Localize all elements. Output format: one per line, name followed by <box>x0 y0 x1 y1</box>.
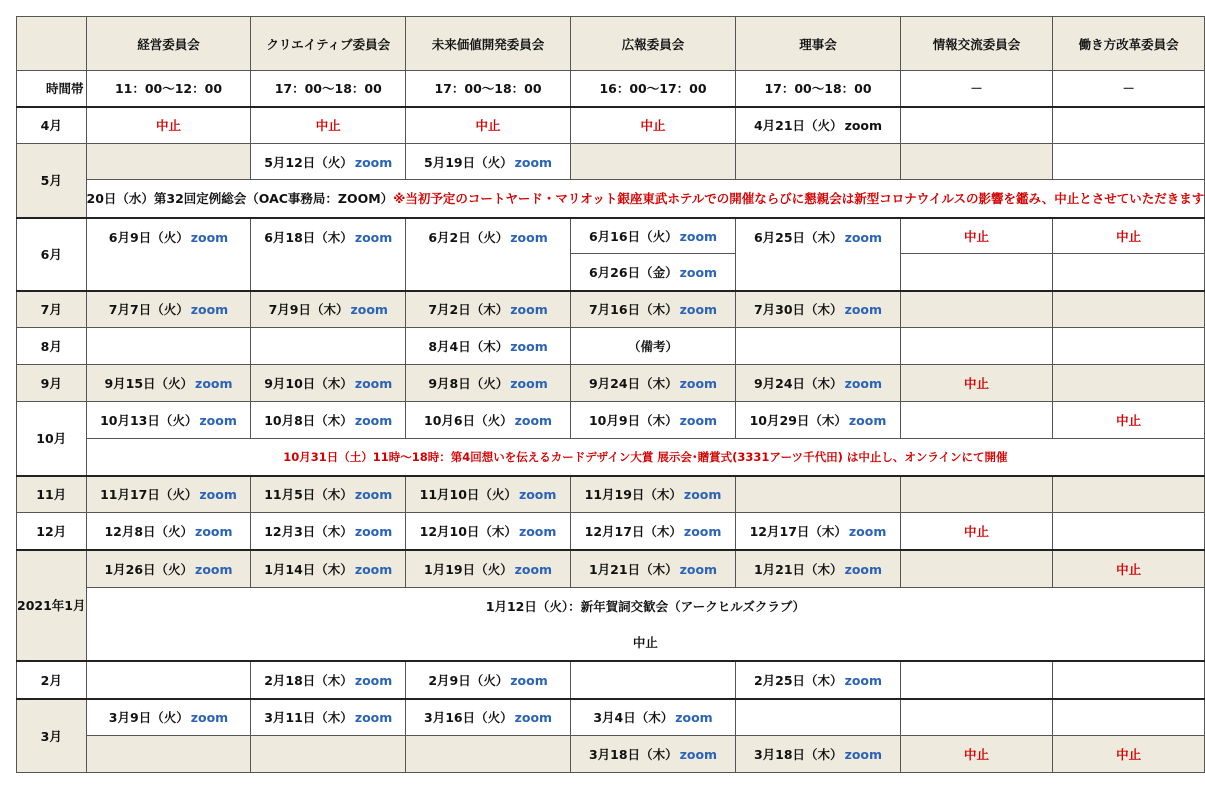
cancel-cell: 中止 <box>901 513 1053 550</box>
date-text: 11月10日（火） <box>419 487 517 503</box>
date-cell <box>251 661 406 699</box>
date-cell <box>571 736 736 773</box>
remarks-label: （備考） <box>571 328 736 365</box>
date-cell <box>736 402 901 439</box>
time-cell: － <box>1053 71 1205 107</box>
empty-cell <box>901 254 1053 291</box>
zoom-link[interactable]: zoom <box>679 413 718 428</box>
zoom-link[interactable]: zoom <box>679 302 718 318</box>
empty-cell <box>736 699 901 736</box>
date-text: 8月4日（木） <box>428 339 509 354</box>
date-cell <box>251 476 406 513</box>
empty-cell <box>1053 661 1205 699</box>
empty-cell <box>251 736 406 773</box>
zoom-link[interactable]: zoom <box>354 376 393 391</box>
date-text: 9月24日（木） <box>753 376 843 391</box>
zoom-link[interactable]: zoom <box>354 523 393 539</box>
zoom-link[interactable]: zoom <box>844 747 883 762</box>
date-cell <box>736 291 901 328</box>
date-cell <box>86 476 251 513</box>
empty-cell <box>736 328 901 365</box>
empty-cell <box>901 550 1053 588</box>
date-cell <box>251 550 406 588</box>
date-cell <box>571 550 736 588</box>
zoom-link[interactable]: zoom <box>510 229 548 245</box>
zoom-link[interactable]: zoom <box>683 523 722 539</box>
date-text: 6月16日（火） <box>588 228 678 244</box>
month-aug: 8月 <box>17 328 87 365</box>
month-feb: 2月 <box>17 661 87 699</box>
date-text: 5月12日（火） <box>264 154 353 170</box>
date-text: 7月16日（木） <box>588 302 678 318</box>
date-text: 9月8日（火） <box>428 376 509 391</box>
date-cell <box>86 402 251 439</box>
cancel-cell: 中止 <box>901 736 1053 773</box>
zoom-link[interactable]: zoom <box>510 302 548 318</box>
zoom-link[interactable]: zoom <box>679 264 718 280</box>
date-text: 5月19日（火） <box>424 154 513 170</box>
empty-cell <box>86 661 251 699</box>
date-cell <box>571 254 736 291</box>
date-cell <box>736 218 901 291</box>
zoom-link[interactable]: zoom <box>354 413 393 428</box>
empty-cell <box>86 144 251 180</box>
zoom-link[interactable]: zoom <box>510 376 548 391</box>
date-cell <box>736 550 901 588</box>
zoom-link[interactable]: zoom <box>683 487 722 503</box>
zoom-link[interactable]: zoom <box>679 747 718 762</box>
zoom-link[interactable]: zoom <box>199 487 237 503</box>
empty-cell <box>86 328 251 365</box>
time-cell: 17：00～18：00 <box>736 71 901 107</box>
zoom-link[interactable]: zoom <box>354 487 393 503</box>
header-koho: 広報委員会 <box>571 17 736 71</box>
empty-cell <box>571 144 736 180</box>
zoom-link[interactable]: zoom <box>679 228 718 244</box>
empty-cell <box>736 476 901 513</box>
date-text: 6月18日（木） <box>264 229 353 245</box>
date-cell <box>251 513 406 550</box>
zoom-link[interactable]: zoom <box>675 710 713 726</box>
empty-cell <box>251 328 406 365</box>
date-text: 4月21日（火） <box>753 118 843 134</box>
may-note <box>86 180 1205 218</box>
zoom-link[interactable]: zoom <box>844 229 883 245</box>
date-text: 1月21日（木） <box>588 561 678 577</box>
date-text: 11月17日（火） <box>100 487 198 503</box>
date-text: 12月8日（火） <box>104 523 194 539</box>
date-text: 7月30日（木） <box>753 302 843 318</box>
date-text: 7月7日（火） <box>108 302 189 318</box>
date-cell <box>406 476 571 513</box>
month-jan: 2021年1月 <box>17 550 87 661</box>
date-cell <box>86 513 251 550</box>
date-cell <box>571 365 736 402</box>
empty-cell <box>571 661 736 699</box>
date-cell <box>736 513 901 550</box>
date-text: 12月17日（木） <box>584 523 682 539</box>
month-apr: 4月 <box>17 107 87 144</box>
cancel-cell: 中止 <box>901 218 1053 254</box>
month-jul: 7月 <box>17 291 87 328</box>
date-cell <box>251 218 406 291</box>
date-cell <box>736 365 901 402</box>
date-cell <box>571 402 736 439</box>
date-text: 3月18日（木） <box>753 747 843 762</box>
date-text: 11月5日（木） <box>264 487 353 503</box>
date-text: 6月26日（金） <box>588 264 678 280</box>
date-cell <box>86 550 251 588</box>
zoom-link[interactable]: zoom <box>518 523 557 539</box>
header-keiei: 経営委員会 <box>86 17 251 71</box>
zoom-link[interactable]: zoom <box>195 561 233 577</box>
date-cell <box>251 291 406 328</box>
zoom-link[interactable]: zoom <box>354 710 393 726</box>
date-text: 3月4日（木） <box>593 710 674 726</box>
month-dec: 12月 <box>17 513 87 550</box>
date-cell <box>406 513 571 550</box>
date-cell <box>571 699 736 736</box>
general-meeting-text: 20日（水）第32回定例総会（OAC事務局：ZOOM） <box>86 191 394 207</box>
empty-cell <box>1053 365 1205 402</box>
date-cell <box>406 699 571 736</box>
zoom-link[interactable]: zoom <box>350 302 388 318</box>
time-cell: 17：00～18：00 <box>251 71 406 107</box>
date-text: 10月29日（木） <box>749 413 847 428</box>
empty-cell <box>901 328 1053 365</box>
date-text: 1月14日（木） <box>264 561 353 577</box>
date-text: 6月2日（火） <box>428 229 509 245</box>
month-sep: 9月 <box>17 365 87 402</box>
new-year-event: 1月12日（火）：新年賀詞交歓会（アークヒルズクラブ） <box>86 588 1205 625</box>
zoom-link[interactable]: zoom <box>679 561 718 577</box>
cancel-cell: 中止 <box>251 107 406 144</box>
date-text: 3月18日（木） <box>588 747 678 762</box>
empty-cell <box>901 144 1053 180</box>
header-mirai: 未来価値開発委員会 <box>406 17 571 71</box>
zoom-link[interactable]: zoom <box>199 413 237 428</box>
month-mar: 3月 <box>17 699 87 773</box>
zoom-text: zoom <box>844 118 883 134</box>
date-cell <box>406 144 571 180</box>
zoom-link[interactable]: zoom <box>354 229 393 245</box>
cancel-cell: 中止 <box>901 365 1053 402</box>
date-cell <box>86 365 251 402</box>
zoom-link[interactable]: zoom <box>844 672 883 688</box>
date-cell <box>86 218 251 291</box>
empty-cell <box>1053 254 1205 291</box>
date-text: 9月10日（木） <box>264 376 353 391</box>
zoom-link[interactable]: zoom <box>190 302 229 318</box>
month-oct: 10月 <box>17 402 87 476</box>
header-hatarakikata: 働き方改革委員会 <box>1053 17 1205 71</box>
date-text: 9月24日（木） <box>588 376 678 391</box>
date-text: 12月17日（木） <box>749 523 847 539</box>
zoom-link[interactable]: zoom <box>354 154 393 170</box>
oct-note: 10月31日（土）11時～18時：第4回想いを伝えるカードデザイン大賞 展示会･贈賞式(3331アーツ千代田) は中止し、オンラインにて開催 <box>86 439 1205 476</box>
date-cell <box>571 476 736 513</box>
new-year-cancel: 中止 <box>86 625 1205 661</box>
zoom-link[interactable]: zoom <box>514 413 553 428</box>
date-text: 11月19日（木） <box>584 487 682 503</box>
date-text: 10月6日（火） <box>424 413 513 428</box>
date-cell <box>251 699 406 736</box>
time-label: 時間帯 <box>17 71 87 107</box>
zoom-link[interactable]: zoom <box>354 672 393 688</box>
month-jun: 6月 <box>17 218 87 291</box>
date-text: 6月25日（木） <box>753 229 843 245</box>
empty-cell <box>901 291 1053 328</box>
empty-cell <box>901 107 1053 144</box>
date-text: 10月13日（火） <box>100 413 198 428</box>
zoom-link[interactable]: zoom <box>848 413 887 428</box>
zoom-link[interactable]: zoom <box>844 302 883 318</box>
time-cell: 16：00～17：00 <box>571 71 736 107</box>
date-cell <box>406 365 571 402</box>
empty-cell <box>1053 144 1205 180</box>
zoom-link[interactable]: zoom <box>514 561 553 577</box>
date-text: 12月3日（木） <box>264 523 353 539</box>
cancel-cell: 中止 <box>406 107 571 144</box>
date-text: 1月26日（火） <box>104 561 194 577</box>
date-cell <box>406 402 571 439</box>
zoom-link[interactable]: zoom <box>514 710 553 726</box>
cancel-cell: 中止 <box>1053 550 1205 588</box>
date-cell <box>406 218 571 291</box>
zoom-link[interactable]: zoom <box>514 154 553 170</box>
date-text: 1月19日（火） <box>424 561 513 577</box>
date-cell <box>251 144 406 180</box>
cancel-cell: 中止 <box>571 107 736 144</box>
empty-cell <box>1053 699 1205 736</box>
time-cell: 11：00～12：00 <box>86 71 251 107</box>
zoom-link[interactable]: zoom <box>679 376 718 391</box>
date-cell <box>736 736 901 773</box>
cancel-notice: ※当初予定のコートヤード・マリオット銀座東武ホテルでの開催ならびに懇親会は新型コロナウイルスの影響を鑑み、中止とさせていただきます <box>393 191 1205 207</box>
time-cell: 17：00～18：00 <box>406 71 571 107</box>
cancel-cell: 中止 <box>1053 736 1205 773</box>
schedule-table <box>16 16 1205 773</box>
cancel-cell: 中止 <box>1053 402 1205 439</box>
date-text: 10月8日（木） <box>264 413 353 428</box>
date-text: 3月9日（火） <box>108 710 189 726</box>
date-cell <box>406 550 571 588</box>
date-cell <box>406 328 571 365</box>
date-text: 7月2日（木） <box>428 302 509 318</box>
date-text: 12月10日（木） <box>419 523 517 539</box>
month-nov: 11月 <box>17 476 87 513</box>
empty-cell <box>1053 476 1205 513</box>
zoom-link[interactable]: zoom <box>844 376 883 391</box>
date-text: 3月16日（火） <box>424 710 513 726</box>
empty-cell <box>736 144 901 180</box>
date-text: 2月25日（木） <box>753 672 843 688</box>
header-rijikai: 理事会 <box>736 17 901 71</box>
date-cell <box>571 218 736 254</box>
empty-cell <box>901 661 1053 699</box>
empty-cell <box>901 699 1053 736</box>
corner-cell <box>17 17 87 71</box>
empty-cell <box>1053 513 1205 550</box>
header-creative: クリエイティブ委員会 <box>251 17 406 71</box>
empty-cell <box>406 736 571 773</box>
date-text: 10月9日（木） <box>588 413 678 428</box>
cancel-cell: 中止 <box>1053 218 1205 254</box>
zoom-link[interactable]: zoom <box>844 561 883 577</box>
zoom-link[interactable]: zoom <box>195 376 233 391</box>
date-cell <box>406 291 571 328</box>
date-cell <box>86 291 251 328</box>
date-text: 2月9日（火） <box>428 672 509 688</box>
date-text: 2月18日（木） <box>264 672 353 688</box>
zoom-link[interactable]: zoom <box>518 487 557 503</box>
date-cell <box>736 107 901 144</box>
zoom-link[interactable]: zoom <box>190 710 229 726</box>
date-text: 7月9日（木） <box>268 302 349 318</box>
date-cell <box>736 661 901 699</box>
date-text: 6月9日（火） <box>108 229 189 245</box>
zoom-link[interactable]: zoom <box>195 523 233 539</box>
zoom-link[interactable]: zoom <box>510 339 548 354</box>
time-cell: － <box>901 71 1053 107</box>
date-text: 1月21日（木） <box>753 561 843 577</box>
zoom-link[interactable]: zoom <box>848 523 887 539</box>
empty-cell <box>901 402 1053 439</box>
date-cell <box>571 291 736 328</box>
date-cell <box>251 365 406 402</box>
empty-cell <box>1053 291 1205 328</box>
empty-cell <box>901 476 1053 513</box>
empty-cell <box>86 736 251 773</box>
date-text: 3月11日（木） <box>264 710 353 726</box>
date-cell <box>406 661 571 699</box>
empty-cell <box>1053 328 1205 365</box>
date-cell <box>251 402 406 439</box>
header-joho: 情報交流委員会 <box>901 17 1053 71</box>
zoom-link[interactable]: zoom <box>190 229 229 245</box>
zoom-link[interactable]: zoom <box>354 561 393 577</box>
date-text: 9月15日（火） <box>104 376 194 391</box>
cancel-cell: 中止 <box>86 107 251 144</box>
empty-cell <box>1053 107 1205 144</box>
month-may: 5月 <box>17 144 87 218</box>
zoom-link[interactable]: zoom <box>510 672 548 688</box>
date-cell <box>571 513 736 550</box>
date-cell <box>86 699 251 736</box>
